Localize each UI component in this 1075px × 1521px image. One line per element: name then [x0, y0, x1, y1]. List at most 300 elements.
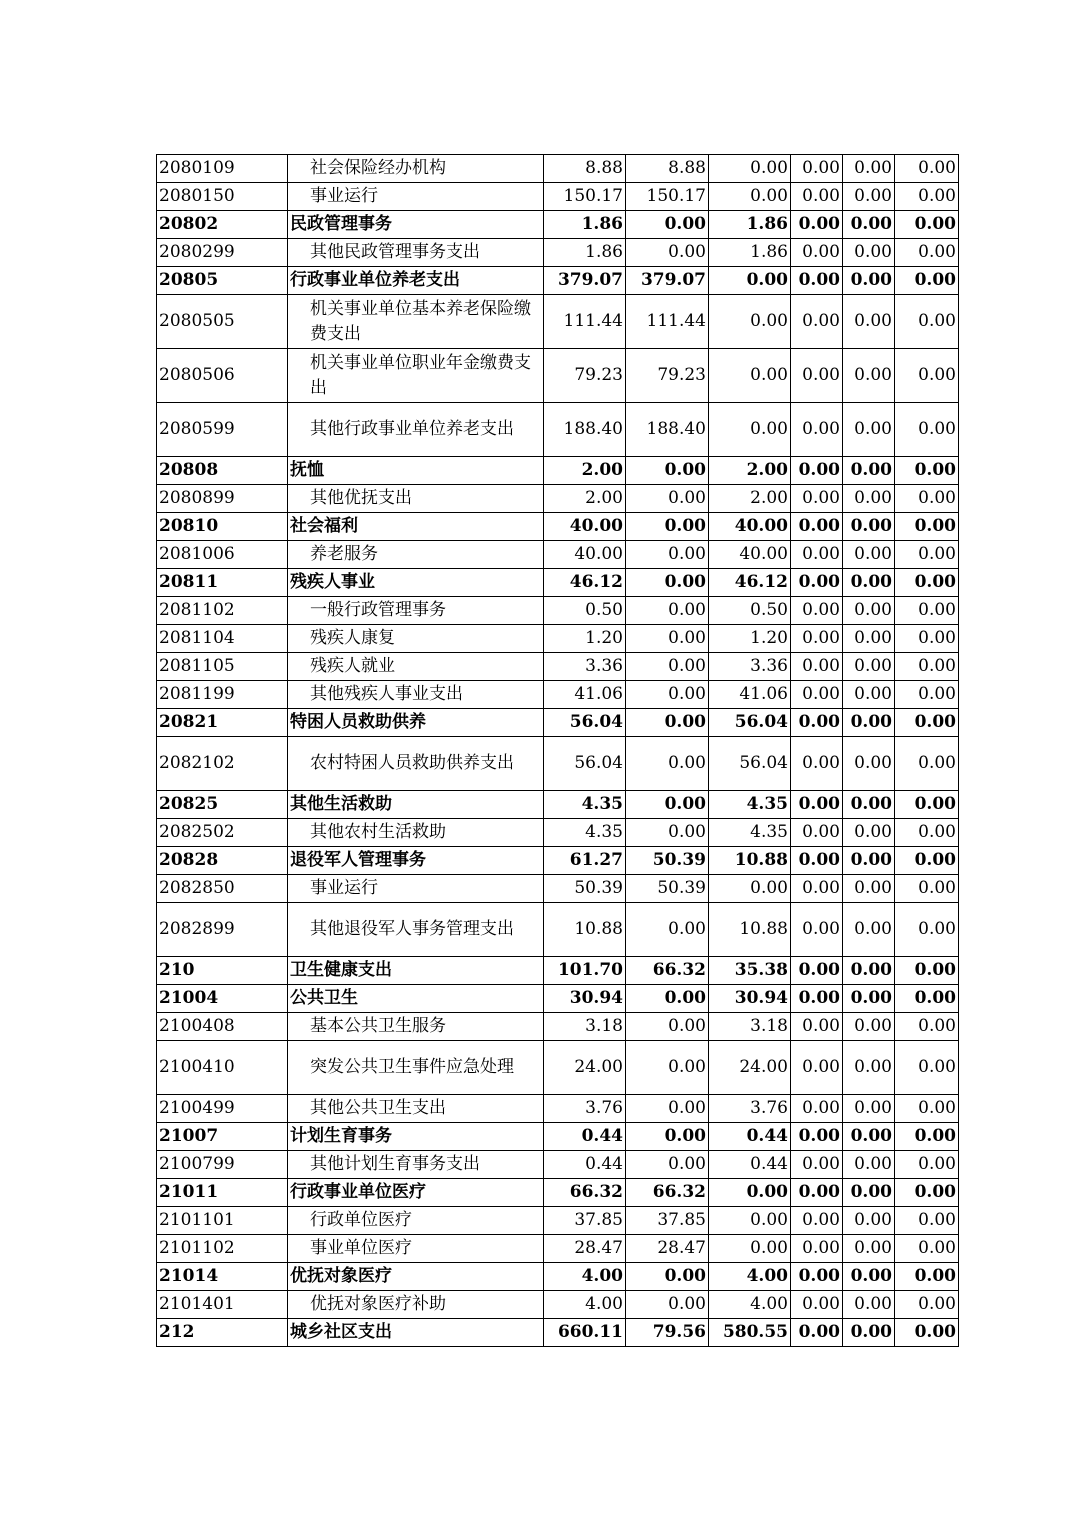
amount-col4-cell: 0.00	[791, 847, 843, 875]
subject-name-cell: 基本公共卫生服务	[288, 1013, 544, 1041]
subject-name-cell: 养老服务	[288, 541, 544, 569]
subject-code-cell: 2101101	[157, 1207, 288, 1235]
subject-name-cell: 特困人员救助供养	[288, 709, 544, 737]
amount-col5-cell: 0.00	[843, 183, 895, 211]
amount-col6-cell: 0.00	[895, 1151, 959, 1179]
amount-col5-cell: 0.00	[843, 1123, 895, 1151]
subject-code-cell: 2080109	[157, 155, 288, 183]
amount-col4-cell: 0.00	[791, 569, 843, 597]
amount-col5-cell: 0.00	[843, 349, 895, 403]
subject-code-cell: 2080299	[157, 239, 288, 267]
subject-name-cell: 机关事业单位基本养老保险缴费支出	[288, 295, 544, 349]
table-row	[157, 819, 959, 847]
subject-code-cell: 2080899	[157, 485, 288, 513]
amount-col4-cell: 0.00	[791, 1291, 843, 1319]
amount-col5-cell: 0.00	[843, 597, 895, 625]
amount-col4-cell: 0.00	[791, 957, 843, 985]
amount-col4-cell: 0.00	[791, 681, 843, 709]
subject-code-cell: 20828	[157, 847, 288, 875]
table-row	[157, 1263, 959, 1291]
table-row	[157, 295, 959, 349]
subject-code-cell: 20808	[157, 457, 288, 485]
amount-col5-cell: 0.00	[843, 1151, 895, 1179]
amount-col4-cell: 0.00	[791, 541, 843, 569]
amount-col4-cell: 0.00	[791, 1151, 843, 1179]
amount-col6-cell: 0.00	[895, 1319, 959, 1347]
table-row	[157, 569, 959, 597]
total-amount-cell: 101.70	[544, 957, 626, 985]
amount-col4-cell: 0.00	[791, 183, 843, 211]
amount-col6-cell: 0.00	[895, 1291, 959, 1319]
basic-expenditure-cell: 0.00	[626, 709, 709, 737]
amount-col4-cell: 0.00	[791, 985, 843, 1013]
project-expenditure-cell: 3.18	[709, 1013, 791, 1041]
table-row	[157, 681, 959, 709]
subject-code-cell: 2100499	[157, 1095, 288, 1123]
amount-col4-cell: 0.00	[791, 1041, 843, 1095]
amount-col6-cell: 0.00	[895, 183, 959, 211]
total-amount-cell: 66.32	[544, 1179, 626, 1207]
project-expenditure-cell: 0.00	[709, 875, 791, 903]
amount-col5-cell: 0.00	[843, 457, 895, 485]
amount-col4-cell: 0.00	[791, 239, 843, 267]
amount-col6-cell: 0.00	[895, 1041, 959, 1095]
basic-expenditure-cell: 28.47	[626, 1235, 709, 1263]
amount-col4-cell: 0.00	[791, 1207, 843, 1235]
subject-code-cell: 2100799	[157, 1151, 288, 1179]
basic-expenditure-cell: 37.85	[626, 1207, 709, 1235]
subject-code-cell: 20821	[157, 709, 288, 737]
subject-code-cell: 2081006	[157, 541, 288, 569]
subject-name-cell: 其他农村生活救助	[288, 819, 544, 847]
subject-code-cell: 2080150	[157, 183, 288, 211]
amount-col5-cell: 0.00	[843, 267, 895, 295]
total-amount-cell: 61.27	[544, 847, 626, 875]
project-expenditure-cell: 0.00	[709, 155, 791, 183]
amount-col5-cell: 0.00	[843, 681, 895, 709]
amount-col4-cell: 0.00	[791, 737, 843, 791]
subject-name-cell: 事业运行	[288, 875, 544, 903]
subject-code-cell: 2080506	[157, 349, 288, 403]
subject-code-cell: 210	[157, 957, 288, 985]
subject-name-cell: 其他公共卫生支出	[288, 1095, 544, 1123]
budget-table	[156, 154, 959, 1347]
basic-expenditure-cell: 111.44	[626, 295, 709, 349]
total-amount-cell: 24.00	[544, 1041, 626, 1095]
basic-expenditure-cell: 0.00	[626, 457, 709, 485]
amount-col4-cell: 0.00	[791, 1263, 843, 1291]
basic-expenditure-cell: 379.07	[626, 267, 709, 295]
table-row	[157, 709, 959, 737]
project-expenditure-cell: 1.86	[709, 211, 791, 239]
amount-col6-cell: 0.00	[895, 485, 959, 513]
table-row	[157, 737, 959, 791]
project-expenditure-cell: 41.06	[709, 681, 791, 709]
amount-col4-cell: 0.00	[791, 709, 843, 737]
table-row	[157, 1123, 959, 1151]
subject-code-cell: 2100410	[157, 1041, 288, 1095]
amount-col4-cell: 0.00	[791, 597, 843, 625]
basic-expenditure-cell: 0.00	[626, 211, 709, 239]
amount-col6-cell: 0.00	[895, 1263, 959, 1291]
table-row	[157, 1013, 959, 1041]
subject-code-cell: 2081104	[157, 625, 288, 653]
table-row	[157, 457, 959, 485]
total-amount-cell: 56.04	[544, 709, 626, 737]
project-expenditure-cell: 0.00	[709, 1207, 791, 1235]
amount-col4-cell: 0.00	[791, 819, 843, 847]
amount-col6-cell: 0.00	[895, 709, 959, 737]
amount-col5-cell: 0.00	[843, 957, 895, 985]
table-row	[157, 597, 959, 625]
total-amount-cell: 4.00	[544, 1291, 626, 1319]
total-amount-cell: 3.18	[544, 1013, 626, 1041]
subject-name-cell: 社会保险经办机构	[288, 155, 544, 183]
table-row	[157, 239, 959, 267]
basic-expenditure-cell: 0.00	[626, 1013, 709, 1041]
subject-name-cell: 其他民政管理事务支出	[288, 239, 544, 267]
amount-col5-cell: 0.00	[843, 1013, 895, 1041]
amount-col5-cell: 0.00	[843, 819, 895, 847]
project-expenditure-cell: 1.20	[709, 625, 791, 653]
basic-expenditure-cell: 0.00	[626, 1123, 709, 1151]
subject-name-cell: 残疾人康复	[288, 625, 544, 653]
basic-expenditure-cell: 150.17	[626, 183, 709, 211]
subject-code-cell: 2082899	[157, 903, 288, 957]
amount-col6-cell: 0.00	[895, 737, 959, 791]
total-amount-cell: 2.00	[544, 457, 626, 485]
total-amount-cell: 79.23	[544, 349, 626, 403]
amount-col6-cell: 0.00	[895, 1207, 959, 1235]
subject-name-cell: 农村特困人员救助供养支出	[288, 737, 544, 791]
amount-col4-cell: 0.00	[791, 1013, 843, 1041]
basic-expenditure-cell: 0.00	[626, 1291, 709, 1319]
amount-col4-cell: 0.00	[791, 349, 843, 403]
basic-expenditure-cell: 0.00	[626, 485, 709, 513]
table-row	[157, 957, 959, 985]
amount-col6-cell: 0.00	[895, 513, 959, 541]
subject-name-cell: 行政单位医疗	[288, 1207, 544, 1235]
table-row	[157, 903, 959, 957]
amount-col6-cell: 0.00	[895, 1123, 959, 1151]
total-amount-cell: 37.85	[544, 1207, 626, 1235]
table-row	[157, 985, 959, 1013]
subject-name-cell: 行政事业单位医疗	[288, 1179, 544, 1207]
amount-col4-cell: 0.00	[791, 625, 843, 653]
amount-col5-cell: 0.00	[843, 211, 895, 239]
total-amount-cell: 4.35	[544, 819, 626, 847]
basic-expenditure-cell: 0.00	[626, 513, 709, 541]
subject-code-cell: 21007	[157, 1123, 288, 1151]
total-amount-cell: 0.50	[544, 597, 626, 625]
basic-expenditure-cell: 188.40	[626, 403, 709, 457]
subject-name-cell: 优抚对象医疗	[288, 1263, 544, 1291]
basic-expenditure-cell: 50.39	[626, 875, 709, 903]
subject-name-cell: 其他退役军人事务管理支出	[288, 903, 544, 957]
basic-expenditure-cell: 0.00	[626, 541, 709, 569]
amount-col6-cell: 0.00	[895, 875, 959, 903]
total-amount-cell: 0.44	[544, 1123, 626, 1151]
amount-col5-cell: 0.00	[843, 513, 895, 541]
total-amount-cell: 8.88	[544, 155, 626, 183]
project-expenditure-cell: 4.00	[709, 1291, 791, 1319]
subject-code-cell: 2101102	[157, 1235, 288, 1263]
amount-col4-cell: 0.00	[791, 903, 843, 957]
table-row	[157, 1041, 959, 1095]
table-row	[157, 653, 959, 681]
table-row	[157, 1179, 959, 1207]
subject-name-cell: 其他行政事业单位养老支出	[288, 403, 544, 457]
amount-col5-cell: 0.00	[843, 1179, 895, 1207]
subject-name-cell: 一般行政管理事务	[288, 597, 544, 625]
basic-expenditure-cell: 79.23	[626, 349, 709, 403]
project-expenditure-cell: 0.44	[709, 1123, 791, 1151]
basic-expenditure-cell: 0.00	[626, 239, 709, 267]
table-row	[157, 1319, 959, 1347]
subject-code-cell: 2100408	[157, 1013, 288, 1041]
amount-col4-cell: 0.00	[791, 653, 843, 681]
project-expenditure-cell: 3.76	[709, 1095, 791, 1123]
total-amount-cell: 40.00	[544, 541, 626, 569]
project-expenditure-cell: 4.35	[709, 819, 791, 847]
basic-expenditure-cell: 0.00	[626, 1263, 709, 1291]
total-amount-cell: 40.00	[544, 513, 626, 541]
table-row	[157, 875, 959, 903]
table-row	[157, 211, 959, 239]
subject-name-cell: 卫生健康支出	[288, 957, 544, 985]
amount-col5-cell: 0.00	[843, 985, 895, 1013]
project-expenditure-cell: 46.12	[709, 569, 791, 597]
amount-col5-cell: 0.00	[843, 903, 895, 957]
project-expenditure-cell: 0.00	[709, 295, 791, 349]
amount-col4-cell: 0.00	[791, 1319, 843, 1347]
amount-col5-cell: 0.00	[843, 847, 895, 875]
total-amount-cell: 41.06	[544, 681, 626, 709]
total-amount-cell: 1.20	[544, 625, 626, 653]
project-expenditure-cell: 30.94	[709, 985, 791, 1013]
table-row	[157, 349, 959, 403]
basic-expenditure-cell: 66.32	[626, 1179, 709, 1207]
table-row	[157, 1151, 959, 1179]
project-expenditure-cell: 3.36	[709, 653, 791, 681]
subject-code-cell: 20811	[157, 569, 288, 597]
amount-col4-cell: 0.00	[791, 485, 843, 513]
basic-expenditure-cell: 0.00	[626, 903, 709, 957]
basic-expenditure-cell: 0.00	[626, 1095, 709, 1123]
amount-col6-cell: 0.00	[895, 1095, 959, 1123]
total-amount-cell: 28.47	[544, 1235, 626, 1263]
amount-col6-cell: 0.00	[895, 457, 959, 485]
amount-col4-cell: 0.00	[791, 513, 843, 541]
amount-col6-cell: 0.00	[895, 267, 959, 295]
total-amount-cell: 56.04	[544, 737, 626, 791]
project-expenditure-cell: 10.88	[709, 847, 791, 875]
project-expenditure-cell: 40.00	[709, 541, 791, 569]
subject-code-cell: 2082102	[157, 737, 288, 791]
subject-code-cell: 20805	[157, 267, 288, 295]
total-amount-cell: 111.44	[544, 295, 626, 349]
total-amount-cell: 660.11	[544, 1319, 626, 1347]
amount-col6-cell: 0.00	[895, 957, 959, 985]
amount-col4-cell: 0.00	[791, 1095, 843, 1123]
subject-name-cell: 机关事业单位职业年金缴费支出	[288, 349, 544, 403]
project-expenditure-cell: 2.00	[709, 485, 791, 513]
table-row	[157, 1095, 959, 1123]
amount-col4-cell: 0.00	[791, 211, 843, 239]
total-amount-cell: 3.36	[544, 653, 626, 681]
subject-name-cell: 事业单位医疗	[288, 1235, 544, 1263]
subject-code-cell: 2082502	[157, 819, 288, 847]
subject-name-cell: 残疾人事业	[288, 569, 544, 597]
table-row	[157, 267, 959, 295]
table-row	[157, 791, 959, 819]
subject-name-cell: 残疾人就业	[288, 653, 544, 681]
subject-name-cell: 社会福利	[288, 513, 544, 541]
subject-code-cell: 2082850	[157, 875, 288, 903]
total-amount-cell: 188.40	[544, 403, 626, 457]
amount-col4-cell: 0.00	[791, 1179, 843, 1207]
basic-expenditure-cell: 0.00	[626, 625, 709, 653]
amount-col5-cell: 0.00	[843, 1263, 895, 1291]
amount-col6-cell: 0.00	[895, 403, 959, 457]
amount-col4-cell: 0.00	[791, 1123, 843, 1151]
project-expenditure-cell: 0.00	[709, 183, 791, 211]
subject-code-cell: 20825	[157, 791, 288, 819]
project-expenditure-cell: 40.00	[709, 513, 791, 541]
basic-expenditure-cell: 8.88	[626, 155, 709, 183]
subject-name-cell: 退役军人管理事务	[288, 847, 544, 875]
table-body	[157, 155, 959, 1347]
amount-col5-cell: 0.00	[843, 1235, 895, 1263]
amount-col5-cell: 0.00	[843, 791, 895, 819]
total-amount-cell: 0.44	[544, 1151, 626, 1179]
amount-col5-cell: 0.00	[843, 653, 895, 681]
basic-expenditure-cell: 79.56	[626, 1319, 709, 1347]
amount-col5-cell: 0.00	[843, 485, 895, 513]
subject-name-cell: 事业运行	[288, 183, 544, 211]
total-amount-cell: 4.00	[544, 1263, 626, 1291]
amount-col6-cell: 0.00	[895, 903, 959, 957]
total-amount-cell: 150.17	[544, 183, 626, 211]
project-expenditure-cell: 0.00	[709, 349, 791, 403]
amount-col5-cell: 0.00	[843, 155, 895, 183]
amount-col5-cell: 0.00	[843, 737, 895, 791]
subject-code-cell: 20802	[157, 211, 288, 239]
amount-col6-cell: 0.00	[895, 681, 959, 709]
project-expenditure-cell: 1.86	[709, 239, 791, 267]
subject-code-cell: 2081199	[157, 681, 288, 709]
amount-col6-cell: 0.00	[895, 541, 959, 569]
table-row	[157, 403, 959, 457]
amount-col4-cell: 0.00	[791, 295, 843, 349]
amount-col6-cell: 0.00	[895, 211, 959, 239]
subject-name-cell: 城乡社区支出	[288, 1319, 544, 1347]
subject-code-cell: 2080599	[157, 403, 288, 457]
subject-name-cell: 抚恤	[288, 457, 544, 485]
amount-col5-cell: 0.00	[843, 1291, 895, 1319]
table-row	[157, 541, 959, 569]
table-row	[157, 1291, 959, 1319]
basic-expenditure-cell: 0.00	[626, 653, 709, 681]
subject-code-cell: 2081105	[157, 653, 288, 681]
total-amount-cell: 1.86	[544, 211, 626, 239]
amount-col4-cell: 0.00	[791, 791, 843, 819]
subject-code-cell: 20810	[157, 513, 288, 541]
subject-name-cell: 优抚对象医疗补助	[288, 1291, 544, 1319]
amount-col6-cell: 0.00	[895, 349, 959, 403]
total-amount-cell: 1.86	[544, 239, 626, 267]
project-expenditure-cell: 580.55	[709, 1319, 791, 1347]
basic-expenditure-cell: 0.00	[626, 791, 709, 819]
amount-col4-cell: 0.00	[791, 457, 843, 485]
subject-code-cell: 21014	[157, 1263, 288, 1291]
amount-col6-cell: 0.00	[895, 569, 959, 597]
table-row	[157, 513, 959, 541]
basic-expenditure-cell: 0.00	[626, 681, 709, 709]
subject-name-cell: 其他计划生育事务支出	[288, 1151, 544, 1179]
subject-code-cell: 212	[157, 1319, 288, 1347]
project-expenditure-cell: 0.44	[709, 1151, 791, 1179]
table-row	[157, 1207, 959, 1235]
amount-col5-cell: 0.00	[843, 295, 895, 349]
amount-col6-cell: 0.00	[895, 1179, 959, 1207]
amount-col5-cell: 0.00	[843, 1095, 895, 1123]
basic-expenditure-cell: 0.00	[626, 737, 709, 791]
amount-col6-cell: 0.00	[895, 819, 959, 847]
total-amount-cell: 30.94	[544, 985, 626, 1013]
subject-code-cell: 21011	[157, 1179, 288, 1207]
subject-code-cell: 21004	[157, 985, 288, 1013]
basic-expenditure-cell: 50.39	[626, 847, 709, 875]
amount-col4-cell: 0.00	[791, 1235, 843, 1263]
amount-col6-cell: 0.00	[895, 791, 959, 819]
amount-col6-cell: 0.00	[895, 597, 959, 625]
amount-col5-cell: 0.00	[843, 1207, 895, 1235]
project-expenditure-cell: 2.00	[709, 457, 791, 485]
basic-expenditure-cell: 0.00	[626, 597, 709, 625]
basic-expenditure-cell: 0.00	[626, 819, 709, 847]
amount-col4-cell: 0.00	[791, 267, 843, 295]
amount-col5-cell: 0.00	[843, 569, 895, 597]
basic-expenditure-cell: 0.00	[626, 1151, 709, 1179]
amount-col5-cell: 0.00	[843, 875, 895, 903]
total-amount-cell: 46.12	[544, 569, 626, 597]
project-expenditure-cell: 24.00	[709, 1041, 791, 1095]
project-expenditure-cell: 0.00	[709, 1179, 791, 1207]
subject-name-cell: 民政管理事务	[288, 211, 544, 239]
amount-col5-cell: 0.00	[843, 403, 895, 457]
basic-expenditure-cell: 0.00	[626, 985, 709, 1013]
amount-col6-cell: 0.00	[895, 155, 959, 183]
amount-col5-cell: 0.00	[843, 1319, 895, 1347]
table-row	[157, 625, 959, 653]
total-amount-cell: 379.07	[544, 267, 626, 295]
table-row	[157, 1235, 959, 1263]
total-amount-cell: 50.39	[544, 875, 626, 903]
project-expenditure-cell: 56.04	[709, 709, 791, 737]
basic-expenditure-cell: 66.32	[626, 957, 709, 985]
amount-col4-cell: 0.00	[791, 155, 843, 183]
basic-expenditure-cell: 0.00	[626, 569, 709, 597]
amount-col4-cell: 0.00	[791, 875, 843, 903]
project-expenditure-cell: 0.50	[709, 597, 791, 625]
subject-name-cell: 突发公共卫生事件应急处理	[288, 1041, 544, 1095]
subject-code-cell: 2101401	[157, 1291, 288, 1319]
project-expenditure-cell: 0.00	[709, 267, 791, 295]
project-expenditure-cell: 10.88	[709, 903, 791, 957]
amount-col6-cell: 0.00	[895, 1013, 959, 1041]
subject-name-cell: 行政事业单位养老支出	[288, 267, 544, 295]
